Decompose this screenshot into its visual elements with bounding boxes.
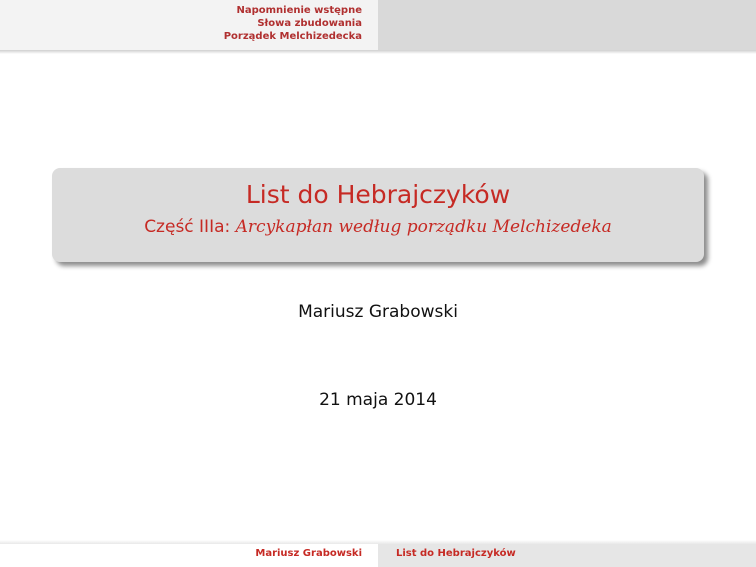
title-block xyxy=(52,168,704,262)
footer-left-panel xyxy=(0,544,378,567)
subtitle-text: Arcykapłan według porządku Melchizedeka xyxy=(235,217,612,237)
author-name: Mariusz Grabowski xyxy=(298,302,458,322)
nav-item-slowa[interactable]: Słowa zbudowania xyxy=(257,18,362,29)
header-right-panel xyxy=(378,0,756,50)
nav-item-napomnienie[interactable]: Napomnienie wstępne xyxy=(236,5,362,16)
header-navigation xyxy=(0,0,756,52)
slide-subtitle xyxy=(52,217,704,237)
nav-item-porzadek[interactable]: Porządek Melchizedecka xyxy=(223,31,362,42)
header-left-panel xyxy=(0,0,378,50)
header-shadow xyxy=(0,50,756,54)
section-nav-list xyxy=(224,4,362,43)
footer-bar xyxy=(0,544,756,567)
footer-right-panel xyxy=(378,544,756,567)
footer-author: Mariusz Grabowski xyxy=(255,548,362,559)
slide-title: List do Hebrajczyków xyxy=(245,180,511,209)
footer-title: List do Hebrajczyków xyxy=(396,548,516,559)
presentation-date: 21 maja 2014 xyxy=(319,390,437,410)
subtitle-label: Część IIIa: xyxy=(144,217,231,237)
